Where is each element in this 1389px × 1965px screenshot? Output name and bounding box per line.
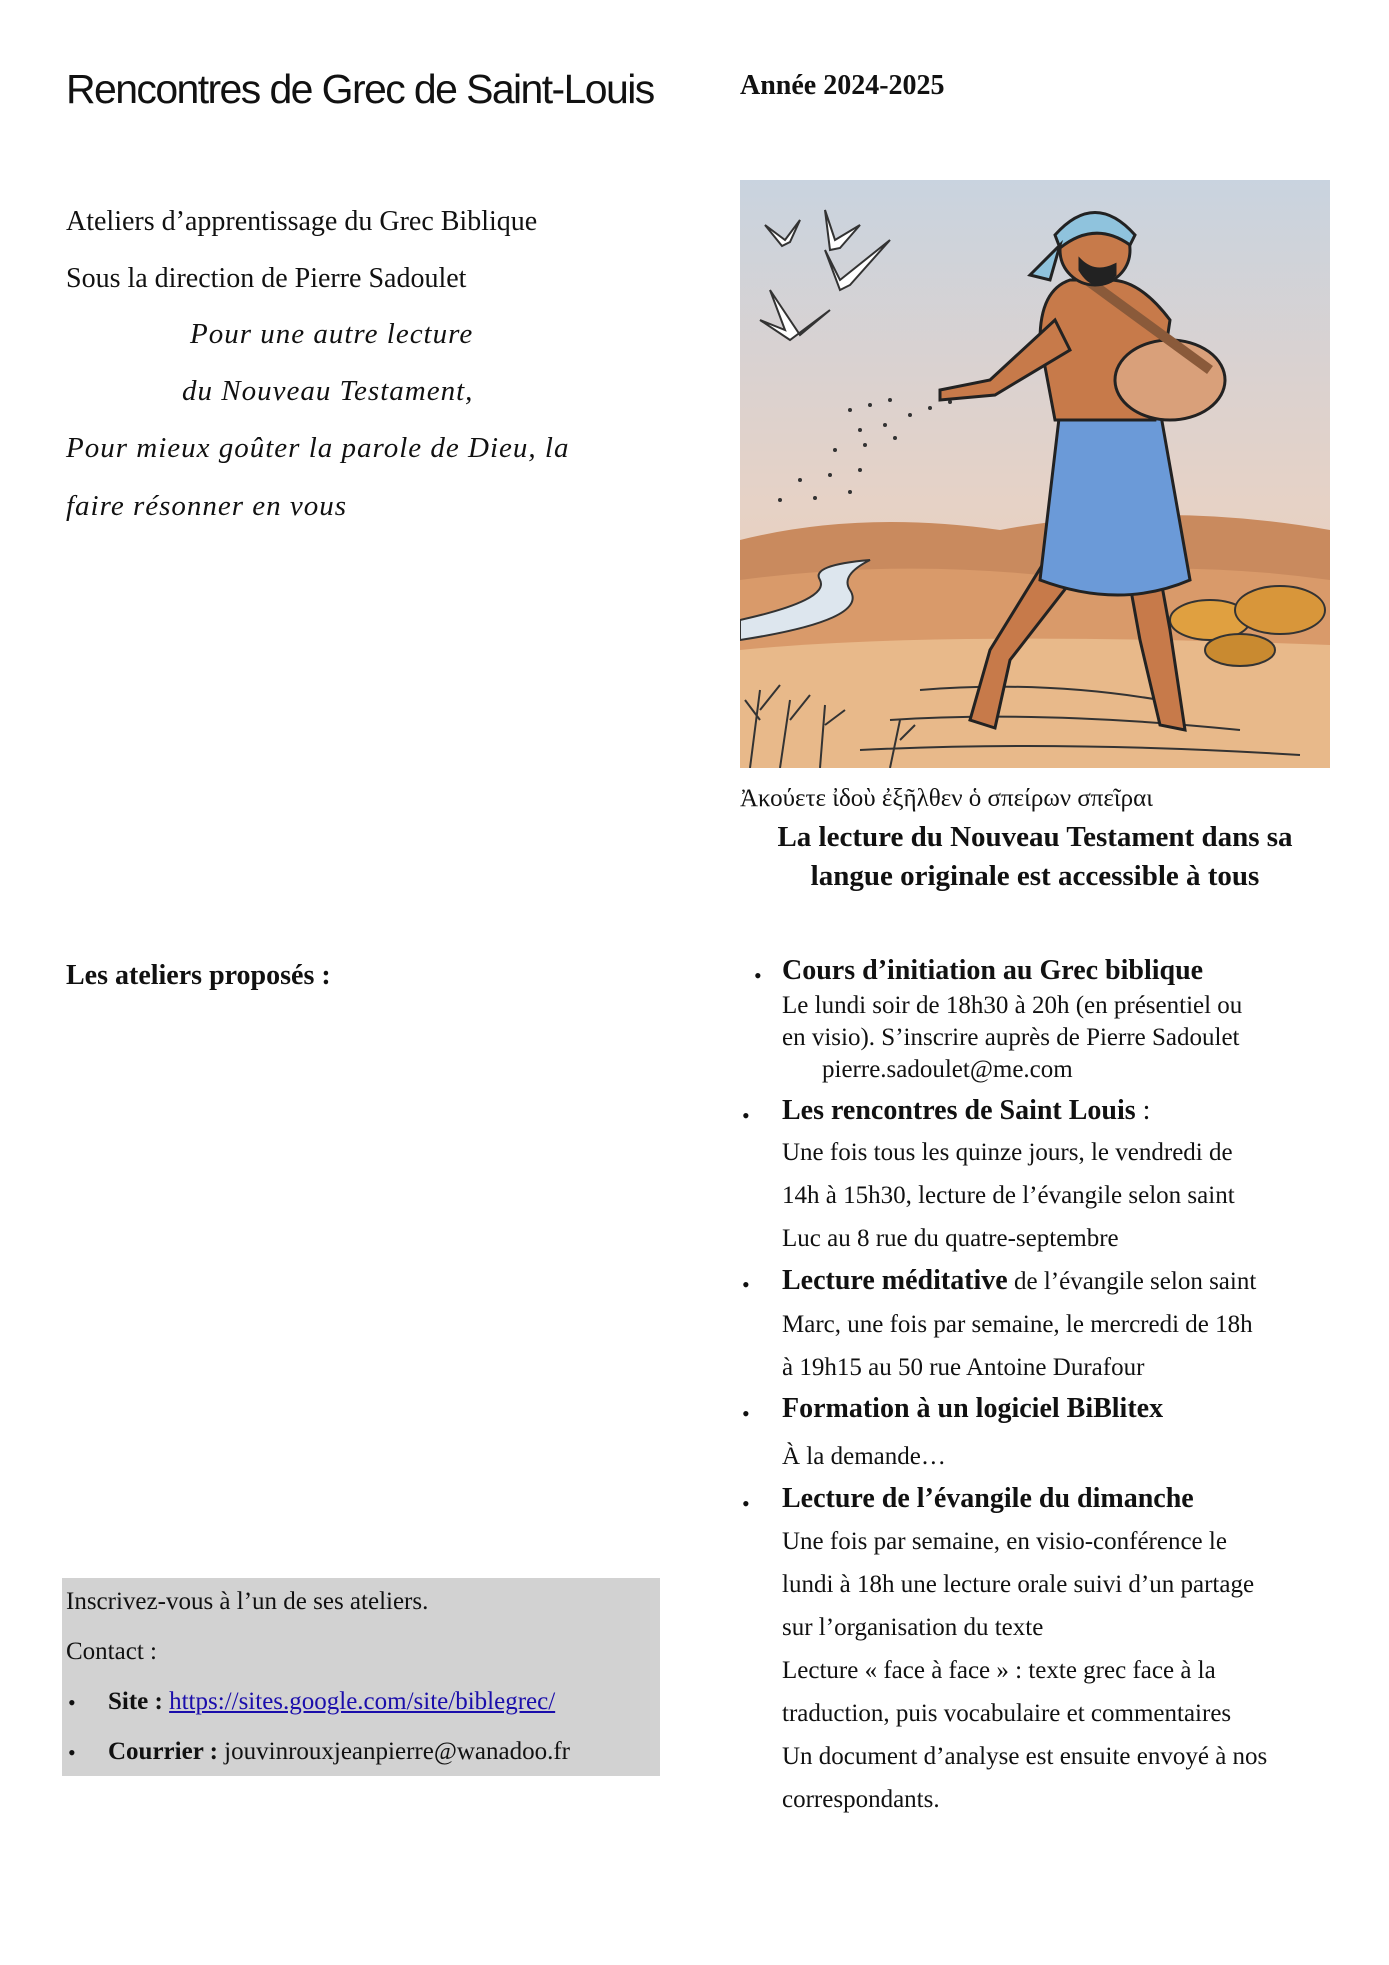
quote-line-2: du Nouveau Testament, bbox=[182, 375, 474, 407]
contact-mail-row bbox=[108, 1738, 570, 1766]
bullet-icon: • bbox=[742, 1491, 750, 1516]
atelier-2-line-1: Une fois tous les quinze jours, le vendredi de bbox=[782, 1139, 1233, 1166]
site-label: Site : bbox=[108, 1688, 163, 1715]
intro-line-1: Ateliers d’apprentissage du Grec Biblique bbox=[66, 206, 538, 237]
atelier-5-line-6: Un document d’analyse est ensuite envoyé à nos bbox=[782, 1743, 1268, 1770]
tagline bbox=[728, 818, 1342, 896]
atelier-3-title-suffix: de l’évangile selon saint bbox=[1007, 1268, 1257, 1295]
year-label: Année 2024-2025 bbox=[740, 70, 945, 101]
atelier-2-line-3: Luc au 8 rue du quatre-septembre bbox=[782, 1225, 1119, 1252]
atelier-5-line-4: Lecture « face à face » : texte grec face à la bbox=[782, 1657, 1216, 1684]
atelier-1-line-2: en visio). S’inscrire auprès de Pierre Sadoulet bbox=[782, 1024, 1240, 1051]
contact-site-row bbox=[108, 1688, 555, 1716]
page-title: Rencontres de Grec de Saint-Louis bbox=[66, 66, 654, 112]
atelier-3-line-2: à 19h15 au 50 rue Antoine Durafour bbox=[782, 1354, 1145, 1381]
site-link[interactable]: https://sites.google.com/site/biblegrec/ bbox=[169, 1688, 556, 1715]
intro-line-2: Sous la direction de Pierre Sadoulet bbox=[66, 263, 467, 294]
atelier-2-title: Les rencontres de Saint Louis bbox=[782, 1095, 1136, 1126]
atelier-3-line-1: Marc, une fois par semaine, le mercredi de 18h bbox=[782, 1311, 1253, 1338]
atelier-5-line-3: sur l’organisation du texte bbox=[782, 1614, 1044, 1641]
atelier-4-title: Formation à un logiciel BiBlitex bbox=[782, 1393, 1164, 1424]
mail-address: jouvinrouxjeanpierre@wanadoo.fr bbox=[224, 1738, 570, 1765]
atelier-1-email: pierre.sadoulet@me.com bbox=[822, 1056, 1073, 1083]
quote-line-3: Pour mieux goûter la parole de Dieu, la bbox=[66, 432, 570, 464]
tagline-line-1: La lecture du Nouveau Testament dans sa bbox=[777, 821, 1293, 853]
atelier-3-heading bbox=[782, 1265, 1256, 1297]
bullet-icon: • bbox=[742, 1401, 750, 1426]
atelier-5-line-7: correspondants. bbox=[782, 1786, 940, 1813]
atelier-2-line-2: 14h à 15h30, lecture de l’évangile selon saint bbox=[782, 1182, 1235, 1209]
atelier-2-heading bbox=[782, 1095, 1150, 1127]
bullet-icon: • bbox=[742, 1103, 750, 1128]
sower-illustration bbox=[740, 180, 1330, 768]
atelier-1-line-1: Le lundi soir de 18h30 à 20h (en présentiel ou bbox=[782, 992, 1243, 1019]
bullet-icon: • bbox=[68, 1690, 76, 1715]
contact-invite: Inscrivez-vous à l’un de ses ateliers. bbox=[66, 1588, 429, 1615]
atelier-4-line-1: À la demande… bbox=[782, 1443, 946, 1470]
bullet-icon: • bbox=[68, 1740, 76, 1765]
greek-verse: Ἀκούετε ἰδοὺ ἐξῆλθεν ὁ σπείρων σπεῖραι bbox=[740, 785, 1153, 812]
atelier-3-title: Lecture méditative bbox=[782, 1265, 1008, 1296]
bullet-icon: • bbox=[742, 1272, 750, 1297]
atelier-1-title: Cours d’initiation au Grec biblique bbox=[782, 955, 1204, 986]
contact-box bbox=[62, 1578, 660, 1776]
atelier-5-line-2: lundi à 18h une lecture orale suivi d’un partage bbox=[782, 1571, 1255, 1598]
tagline-line-2: langue originale est accessible à tous bbox=[810, 860, 1260, 892]
quote-line-4: faire résonner en vous bbox=[66, 490, 348, 522]
contact-label: Contact : bbox=[66, 1638, 157, 1665]
quote-line-1: Pour une autre lecture bbox=[190, 318, 474, 350]
atelier-5-line-5: traduction, puis vocabulaire et commentaires bbox=[782, 1700, 1232, 1727]
bullet-icon: • bbox=[754, 963, 762, 988]
atelier-2-title-suffix: : bbox=[1135, 1095, 1151, 1126]
atelier-5-line-1: Une fois par semaine, en visio-conférence le bbox=[782, 1528, 1227, 1555]
atelier-5-title: Lecture de l’évangile du dimanche bbox=[782, 1483, 1194, 1514]
mail-label: Courrier : bbox=[108, 1738, 218, 1765]
ateliers-heading: Les ateliers proposés : bbox=[66, 960, 331, 991]
